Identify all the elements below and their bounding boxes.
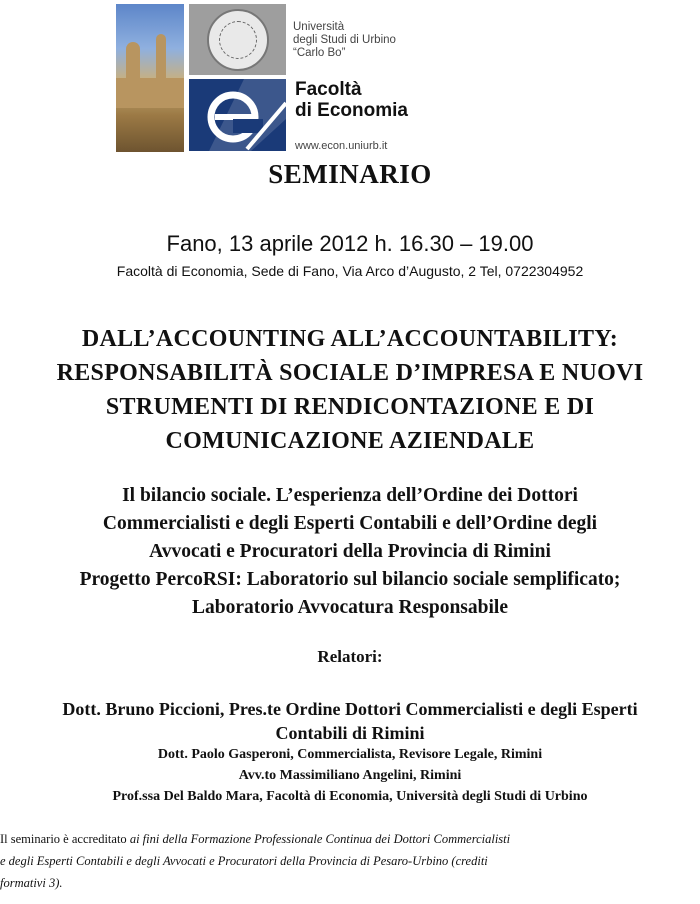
faculty-line: Facoltà — [295, 79, 362, 100]
faculty-e-logo-icon — [189, 79, 286, 151]
event-date: Fano, 13 aprile 2012 h. 16.30 – 19.00 — [166, 231, 534, 256]
speakers-list — [0, 744, 700, 807]
faculty-name — [295, 79, 408, 121]
faculty-line: di Economia — [295, 100, 408, 121]
subtitle-line: Commercialisti e degli Esperti Contabili e dell’Ordine degli — [102, 513, 598, 534]
speaker-item: Avv.to Massimiliano Angelini, Rimini — [238, 768, 462, 783]
note-line-3 — [0, 872, 700, 894]
speaker-item: Prof.ssa Del Baldo Mara, Facoltà di Economia, Università degli Studi di Urbino — [112, 789, 588, 804]
event-label: SEMINARIO — [268, 159, 432, 189]
subtitle-line: Il bilancio sociale. L’esperienza dell’Ordine dei Dottori — [122, 485, 578, 506]
subtitle-line: Laboratorio Avvocatura Responsabile — [192, 597, 508, 618]
accreditation-note — [0, 828, 700, 894]
note-italic: e degli Esperti Contabili e degli Avvocati e Procuratori della Provincia di Pesaro-Urbino (crediti — [0, 854, 488, 868]
note-plain: Il seminario è accreditato — [0, 832, 130, 846]
speaker-main — [0, 697, 700, 745]
speaker-item: Dott. Paolo Gasperoni, Commercialista, Revisore Legale, Rimini — [157, 747, 543, 762]
note-italic: ai fini della Formazione Professionale Continua dei Dottori Commercialisti — [129, 832, 511, 846]
note-italic: formativi 3). — [0, 876, 63, 890]
university-name — [293, 21, 396, 60]
university-seal-icon — [189, 4, 286, 75]
faculty-website: www.econ.uniurb.it — [295, 140, 388, 152]
seminar-subtitle — [0, 482, 700, 622]
urbino-photo — [116, 4, 184, 152]
title-line: DALL’ACCOUNTING ALL’ACCOUNTABILITY: — [81, 326, 619, 352]
title-line: RESPONSABILITÀ SOCIALE D’IMPRESA E NUOVI — [56, 360, 644, 386]
title-line: COMUNICAZIONE AZIENDALE — [165, 428, 535, 454]
title-line: STRUMENTI DI RENDICONTAZIONE E DI — [105, 394, 595, 420]
event-address: Facoltà di Economia, Sede di Fano, Via Arco d’Augusto, 2 Tel, 0722304952 — [116, 263, 584, 279]
note-line-1 — [0, 828, 700, 850]
university-line: “Carlo Bo” — [293, 47, 346, 59]
speaker-main-line: Dott. Bruno Piccioni, Pres.te Ordine Dottori Commercialisti e degli Esperti — [62, 699, 638, 719]
speakers-heading: Relatori: — [317, 647, 383, 666]
note-line-2 — [0, 850, 700, 872]
university-line: degli Studi di Urbino — [293, 34, 396, 46]
subtitle-line: Progetto PercoRSI: Laboratorio sul bilancio sociale semplificato; — [79, 569, 621, 590]
speaker-main-line: Contabili di Rimini — [275, 723, 425, 743]
seminar-title — [0, 322, 700, 458]
subtitle-line: Avvocati e Procuratori della Provincia di Rimini — [149, 541, 551, 562]
university-line: Università — [293, 21, 345, 33]
